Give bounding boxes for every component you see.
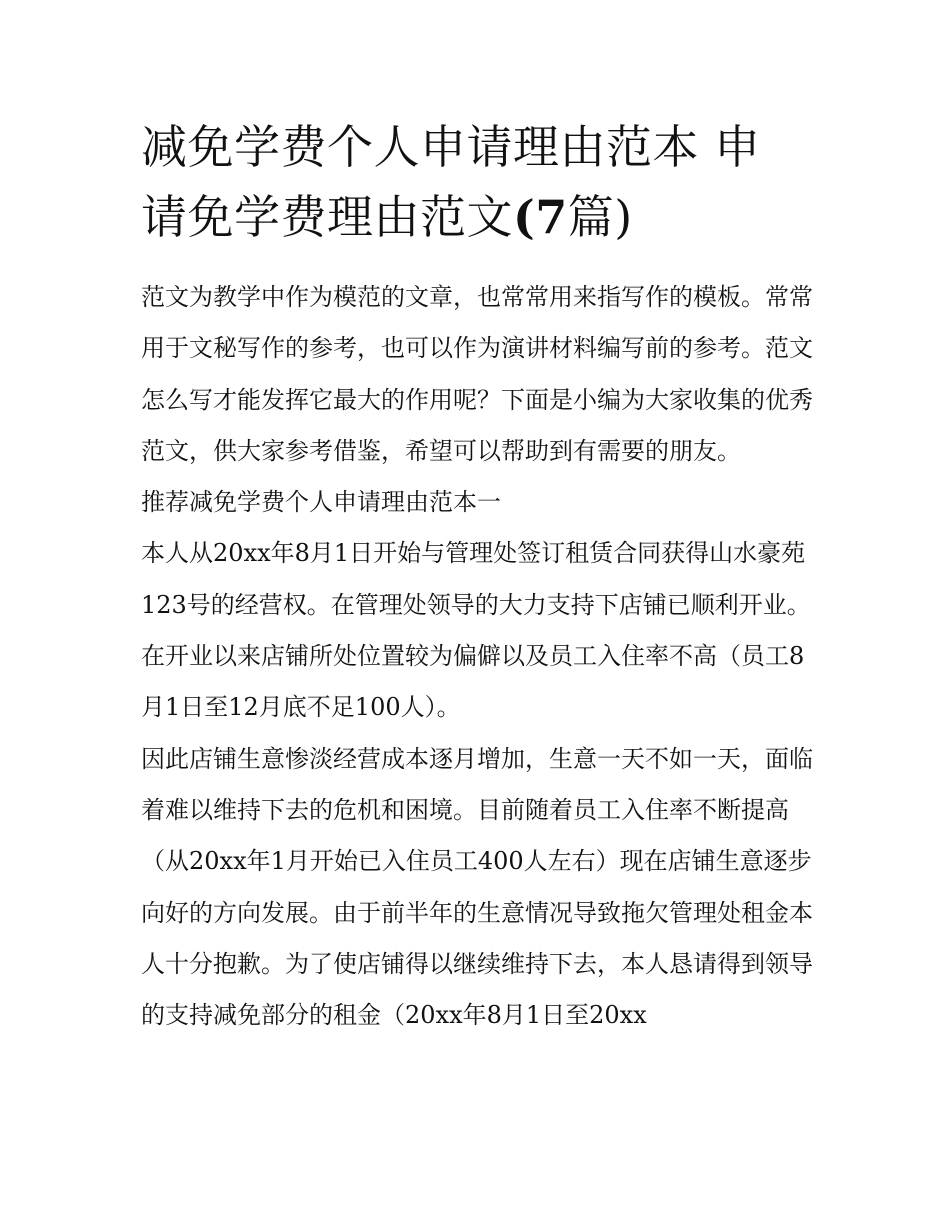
document-title bbox=[141, 112, 813, 252]
document-page bbox=[141, 112, 813, 1041]
intro-paragraph: 范文为教学中作为模范的文章，也常常用来指写作的模板。常常用于文秘写作的参考，也可以作为演讲材料编写前的参考。范文怎么写才能发挥它最大的作用呢？下面是小编为大家收集的优秀范文，供大家参考借鉴，希望可以帮助到有需要的朋友。 bbox=[141, 283, 813, 465]
title-line-2-num: (7 bbox=[513, 190, 568, 244]
title-line-1: 减免学费个人申请理由范本 申 bbox=[141, 120, 761, 174]
body-paragraph: 因此店铺生意惨淡经营成本逐月增加，生意一天不如一天，面临着难以维持下去的危机和困境。目前随着员工入住率不断提高（从20xx年1月开始已入住员工400人左右）现在店铺生意逐步向好的方向发展。由于前半年的生意情况导致拖欠管理处租金本人十分抱歉。为了使店铺得以继续维持下去，本人恳请得到领导的支持减免部分的租金（20xx年8月1日至20xx bbox=[141, 744, 813, 1030]
document-body bbox=[141, 272, 813, 1041]
body-paragraph: 本人从20xx年8月1日开始与管理处签订租赁合同获得山水豪苑123号的经营权。在管理处领导的大力支持下店铺已顺利开业。在开业以来店铺所处位置较为偏僻以及员工入住率不高（员工8月1日至12月底不足100人）。 bbox=[141, 539, 811, 722]
title-line-2-suffix: 篇) bbox=[567, 190, 633, 244]
title-line-2-prefix: 请免学费理由范文 bbox=[141, 190, 513, 244]
section-heading: 推荐减免学费个人申请理由范本一 bbox=[141, 488, 501, 517]
